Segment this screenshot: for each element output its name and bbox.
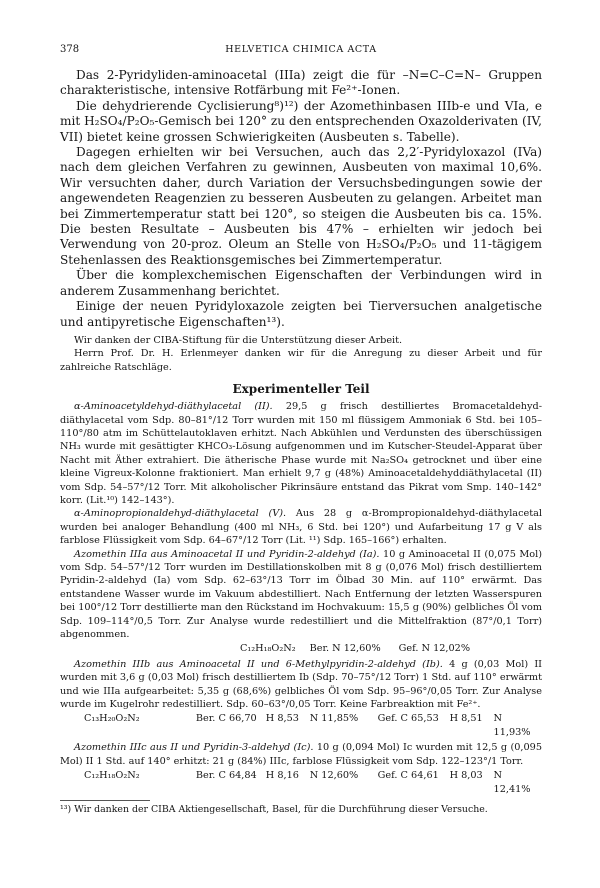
experiment-azomethin-iiic	[60, 741, 542, 768]
analysis-iiic	[60, 769, 542, 796]
footnote: ¹³) Wir danken der CIBA Aktiengesellschaft, Basel, für die Durchführung dieser Versuche.	[60, 803, 488, 815]
molecular-formula: C₁₂H₁₈O₂N₂	[240, 643, 296, 655]
experiment-text: 29,5 g frisch destilliertes Bromacetaldehyd-diäthylacetal vom Sdp. 80–81°/12 Torr wurden mit 150 ml flüssigem Ammoniak 6 Std. bei 105–110°/80 atm im Schüttelautoklaven erhitzt. Nach Abkühlen und Verdunsten des überschüssigen NH₃ wurde mit gesättigter KHCO₃-Lösung aufgenommen und im Kutscher-Steudel-Apparat über Nacht mit Äther extrahiert. Die ätherische Phase wurde mit Na₂SO₄ getrocknet und über eine kleine Vigreux-Kolonne fraktioniert. Man erhielt 9,7 g (48%) Aminoacetaldehyddiäthylacetal (II) vom Sdp. 54–57°/12 Torr. Mit alkoholischer Pikrinsäure entstand das Pikrat vom Smp. 140–142° korr. (Lit.¹⁰) 142–143°).	[60, 401, 542, 506]
calculated-carbon: Ber. C 66,70	[195, 713, 257, 725]
experiment-title: Azomethin IIIb aus Aminoacetal II und 6-Methylpyridin-2-aldehyd (Ib).	[74, 658, 443, 670]
experiment-aminopropionaldehyd	[60, 507, 542, 547]
molecular-formula: C₁₂H₁₈O₂N₂	[84, 770, 140, 782]
experiment-azomethin-iiia	[60, 548, 542, 642]
calculated-value: Ber. N 12,60%	[309, 643, 381, 655]
acknowledgement-erlenmeyer: Herrn Prof. Dr. H. Erlenmeyer danken wir für die Anregung zu dieser Arbeit und für zahlreiche Ratschläge.	[60, 348, 542, 373]
running-header	[60, 44, 542, 58]
found-carbon: Gef. C 64,61	[377, 770, 439, 782]
paragraph-pyridyliden: Das 2-Pyridyliden-aminoacetal (IIIa) zeigt die für –N=C–C=N– Gruppen charakteristische, intensive Rotfärbung mit Fe²⁺-Ionen.	[60, 68, 542, 98]
calculated-hydrogen: H 8,16	[265, 770, 299, 782]
journal-title: HELVETICA CHIMICA ACTA	[225, 44, 377, 55]
experiment-text: Aus 28 g α-Brompropionaldehyd-diäthylacetal wurden bei analoger Behandlung (400 ml NH₃, 6 Std. bei 120°) und Aufarbeitung 17 g V als farblose Flüssigkeit vom Sdp. 64–67°/12 Torr (Lit. ¹¹) Sdp. 165–166°) erhalten.	[60, 508, 542, 547]
calculated-hydrogen: H 8,53	[265, 713, 299, 725]
experiment-text: 10 g (0,094 Mol) Ic wurden mit 12,5 g (0,095 Mol) II 1 Std. auf 140° erhitzt: 21 g (84%) IIIc, farblose Flüssigkeit vom Sdp. 122–123°/1 Torr.	[60, 742, 542, 767]
experiment-title: α-Aminoacetyldehyd-diäthylacetal (II).	[74, 401, 273, 413]
found-value: Gef. N 12,02%	[398, 643, 471, 655]
footnote-divider	[60, 800, 150, 801]
analysis-iiia	[60, 642, 542, 655]
calculated-nitrogen: N 11,85%	[309, 713, 359, 725]
paragraph-tierversuche: Einige der neuen Pyridyloxazole zeigten bei Tierversuchen analgetische und antipyretische Eigenschaften¹³).	[60, 299, 542, 329]
section-heading: Experimenteller Teil	[232, 382, 370, 397]
calculated-nitrogen: N 12,60%	[309, 770, 359, 782]
page-body	[60, 68, 542, 816]
acknowledgement-ciba: Wir danken der CIBA-Stiftung für die Unterstützung dieser Arbeit.	[74, 334, 403, 346]
molecular-formula: C₁₃H₂₀O₂N₂	[84, 713, 140, 725]
paragraph-komplexchemie: Über die komplexchemischen Eigenschaften der Verbindungen wird in anderem Zusammenhang berichtet.	[60, 268, 542, 298]
experiment-text: 10 g Aminoacetal II (0,075 Mol) vom Sdp. 54–57°/12 Torr wurden im Destillationskolben mit 8 g (0,076 Mol) frisch destilliertem Pyridin-2-aldehyd (Ia) vom Sdp. 62–63°/13 Torr im Ölbad 30 Min. auf 110° erwärmt. Das entstandene Wasser wurde im Vakuum abdestilliert. Nach Entfernung der letzten Wasserspuren bei 100°/12 Torr destillierte man den Rückstand im Hochvakuum: 15,5 g (90%) gelbliches Öl vom Sdp. 109–114°/0,5 Torr. Zur Analyse wurde redestilliert und die Mittelfraktion (87°/0,1 Torr) abgenommen.	[60, 548, 543, 641]
found-nitrogen: N 12,41%	[493, 770, 531, 795]
experiment-azomethin-iiib	[60, 658, 542, 712]
experiment-title: Azomethin IIIc aus II und Pyridin-3-aldehyd (Ic).	[74, 742, 314, 754]
paragraph-cyclisierung: Die dehydrierende Cyclisierung⁸)¹²) der Azomethinbasen IIIb-e und VIa, e mit H₂SO₄/P₂O₅-Gemisch bei 120° zu den entsprechenden Oxazolderivaten (IV, VII) bietet keine grossen Schwierigkeiten (Ausbeuten s. Tabelle).	[60, 98, 542, 144]
found-carbon: Gef. C 65,53	[377, 713, 439, 725]
page-number: 378	[60, 44, 80, 55]
experiment-aminoacetal	[60, 400, 542, 507]
experiment-text: 4 g (0,03 Mol) II wurden mit 3,6 g (0,03 Mol) frisch destilliertem Ib (Sdp. 70–75°/12 Torr) 1 Std. auf 110° erwärmt und wie IIIa aufgearbeitet: 5,35 g (68,6%) gelbliches Öl vom Sdp. 95–96°/0,05 Torr. Zur Analyse wurde im Kugelrohr redestilliert. Sdp. 60–63°/0,05 Torr. Keine Farbreaktion mit Fe²⁺.	[60, 658, 542, 711]
analysis-iiib	[60, 712, 542, 739]
calculated-carbon: Ber. C 64,84	[195, 770, 257, 782]
paragraph-ausbeuten: Dagegen erhielten wir bei Versuchen, auch das 2,2′-Pyridyloxazol (IVa) nach dem gleichen Verfahren zu gewinnen, Ausbeuten von maximal 10,6%. Wir versuchten daher, durch Variation der Versuchsbedingungen sowie der angewendeten Reagenzien zu besseren Ausbeuten zu gelangen. Arbeitet man bei Zimmertemperatur statt bei 120°, so steigen die Ausbeuten bis ca. 15%. Die besten Resultate – Ausbeuten bis 47% – erhielten wir jedoch bei Verwendung von 20-proz. Oleum an Stelle von H₂SO₄/P₂O₅ und 11-tägigem Stehenlassen des Reaktionsgemisches bei Zimmertemperatur.	[60, 145, 542, 267]
experiment-title: α-Aminopropionaldehyd-diäthylacetal (V).	[74, 508, 287, 520]
found-nitrogen: N 11,93%	[493, 713, 531, 738]
found-hydrogen: H 8,51	[449, 713, 483, 725]
experiment-title: Azomethin IIIa aus Aminoacetal II und Pyridin-2-aldehyd (Ia).	[74, 548, 380, 560]
found-hydrogen: H 8,03	[449, 770, 483, 782]
